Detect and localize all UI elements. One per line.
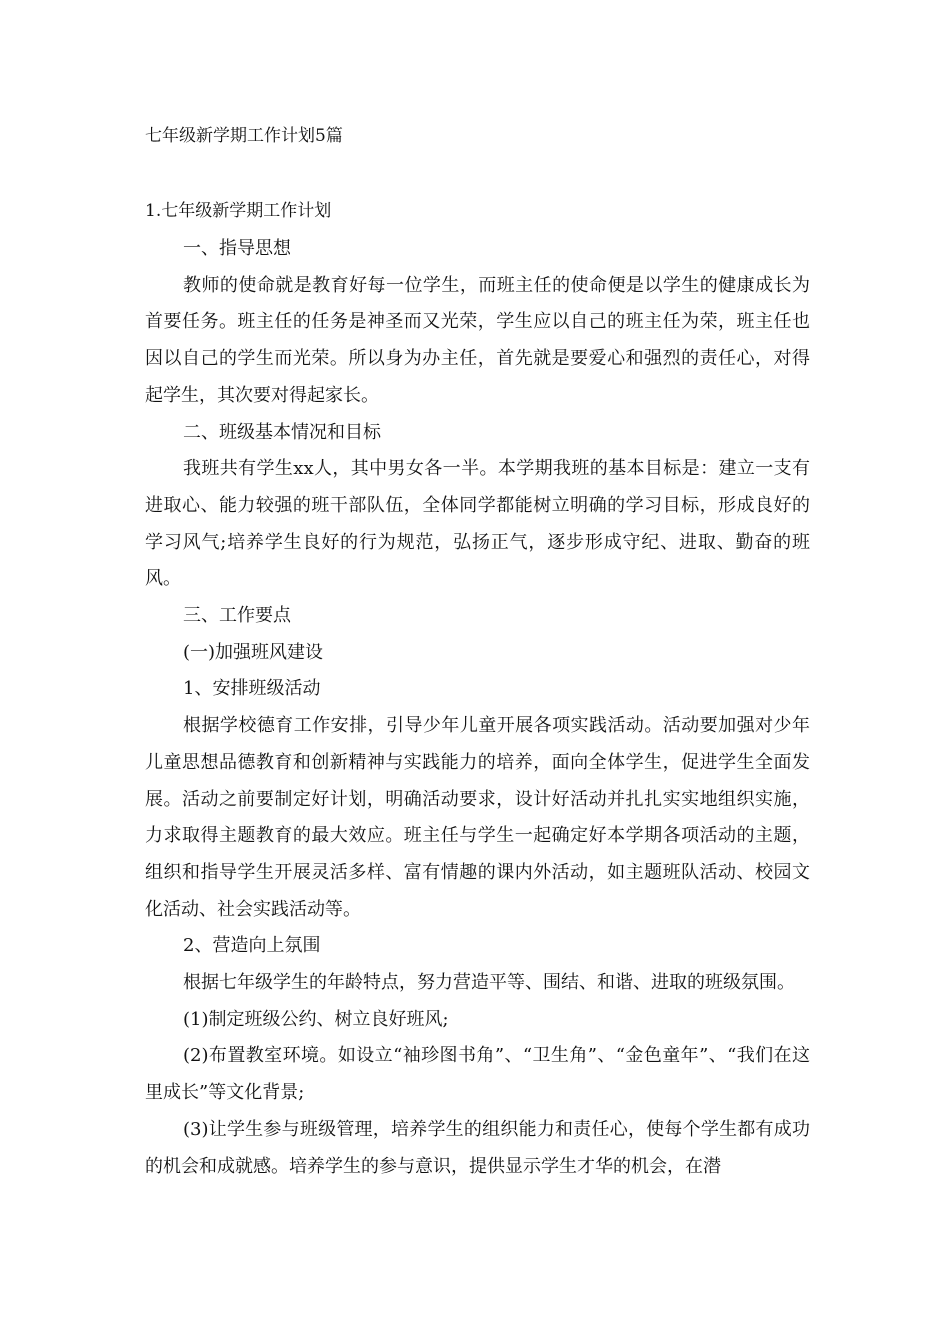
heading-work-points: 三、工作要点 [183, 605, 291, 627]
list-item: (2)布置教室环境。如设立“袖珍图书角”、“卫生角”、“金色童年”、“我们在这里成长”等文化背景; [145, 1045, 810, 1104]
list-item: (3)让学生参与班级管理，培养学生的组织能力和责任心，使每个学生都有成功的机会和成就感。培养学生的参与意识，提供显示学生才华的机会，在潜 [145, 1118, 810, 1177]
paragraph: 根据学校德育工作安排，引导少年儿童开展各项实践活动。活动要加强对少年儿童思想品德教育和创新精神与实践能力的培养，面向全体学生，促进学生全面发展。活动之前要制定好计划，明确活动要求，设计好活动并扎扎实实地组织实施，力求取得主题教育的最大效应。班主任与学生一起确定好本学期各项活动的主题，组织和指导学生开展灵活多样、富有情趣的课内外活动，如主题班队活动、校园文化活动、社会实践活动等。 [145, 715, 810, 920]
document-title: 七年级新学期工作计划5篇 [145, 126, 343, 146]
document-body [145, 231, 810, 1185]
heading-guiding-ideology: 一、指导思想 [183, 238, 291, 259]
section-title: 1.七年级新学期工作计划 [145, 201, 332, 221]
subheading-class-style: (一)加强班风建设 [183, 641, 324, 663]
paragraph: 我班共有学生xx人，其中男女各一半。本学期我班的基本目标是：建立一支有进取心、能力较强的班干部队伍，全体同学都能树立明确的学习目标，形成良好的学习风气;培养学生良好的行为规范，弘扬正气，逐步形成守纪、进取、勤奋的班风。 [145, 458, 810, 590]
subheading-class-activities: 1、安排班级活动 [183, 678, 321, 700]
subheading-atmosphere: 2、营造向上氛围 [183, 935, 321, 957]
list-item: (1)制定班级公约、树立良好班风; [183, 1008, 449, 1030]
heading-class-situation: 二、班级基本情况和目标 [183, 421, 381, 443]
paragraph: 根据七年级学生的年龄特点，努力营造平等、围结、和谐、进取的班级氛围。 [183, 972, 795, 994]
paragraph: 教师的使命就是教育好每一位学生，而班主任的使命便是以学生的健康成长为首要任务。班主任的任务是神圣而又光荣，学生应以自己的班主任为荣，班主任也因以自己的学生而光荣。所以身为办主任，首先就是要爱心和强烈的责任心，对得起学生，其次要对得起家长。 [145, 274, 810, 406]
